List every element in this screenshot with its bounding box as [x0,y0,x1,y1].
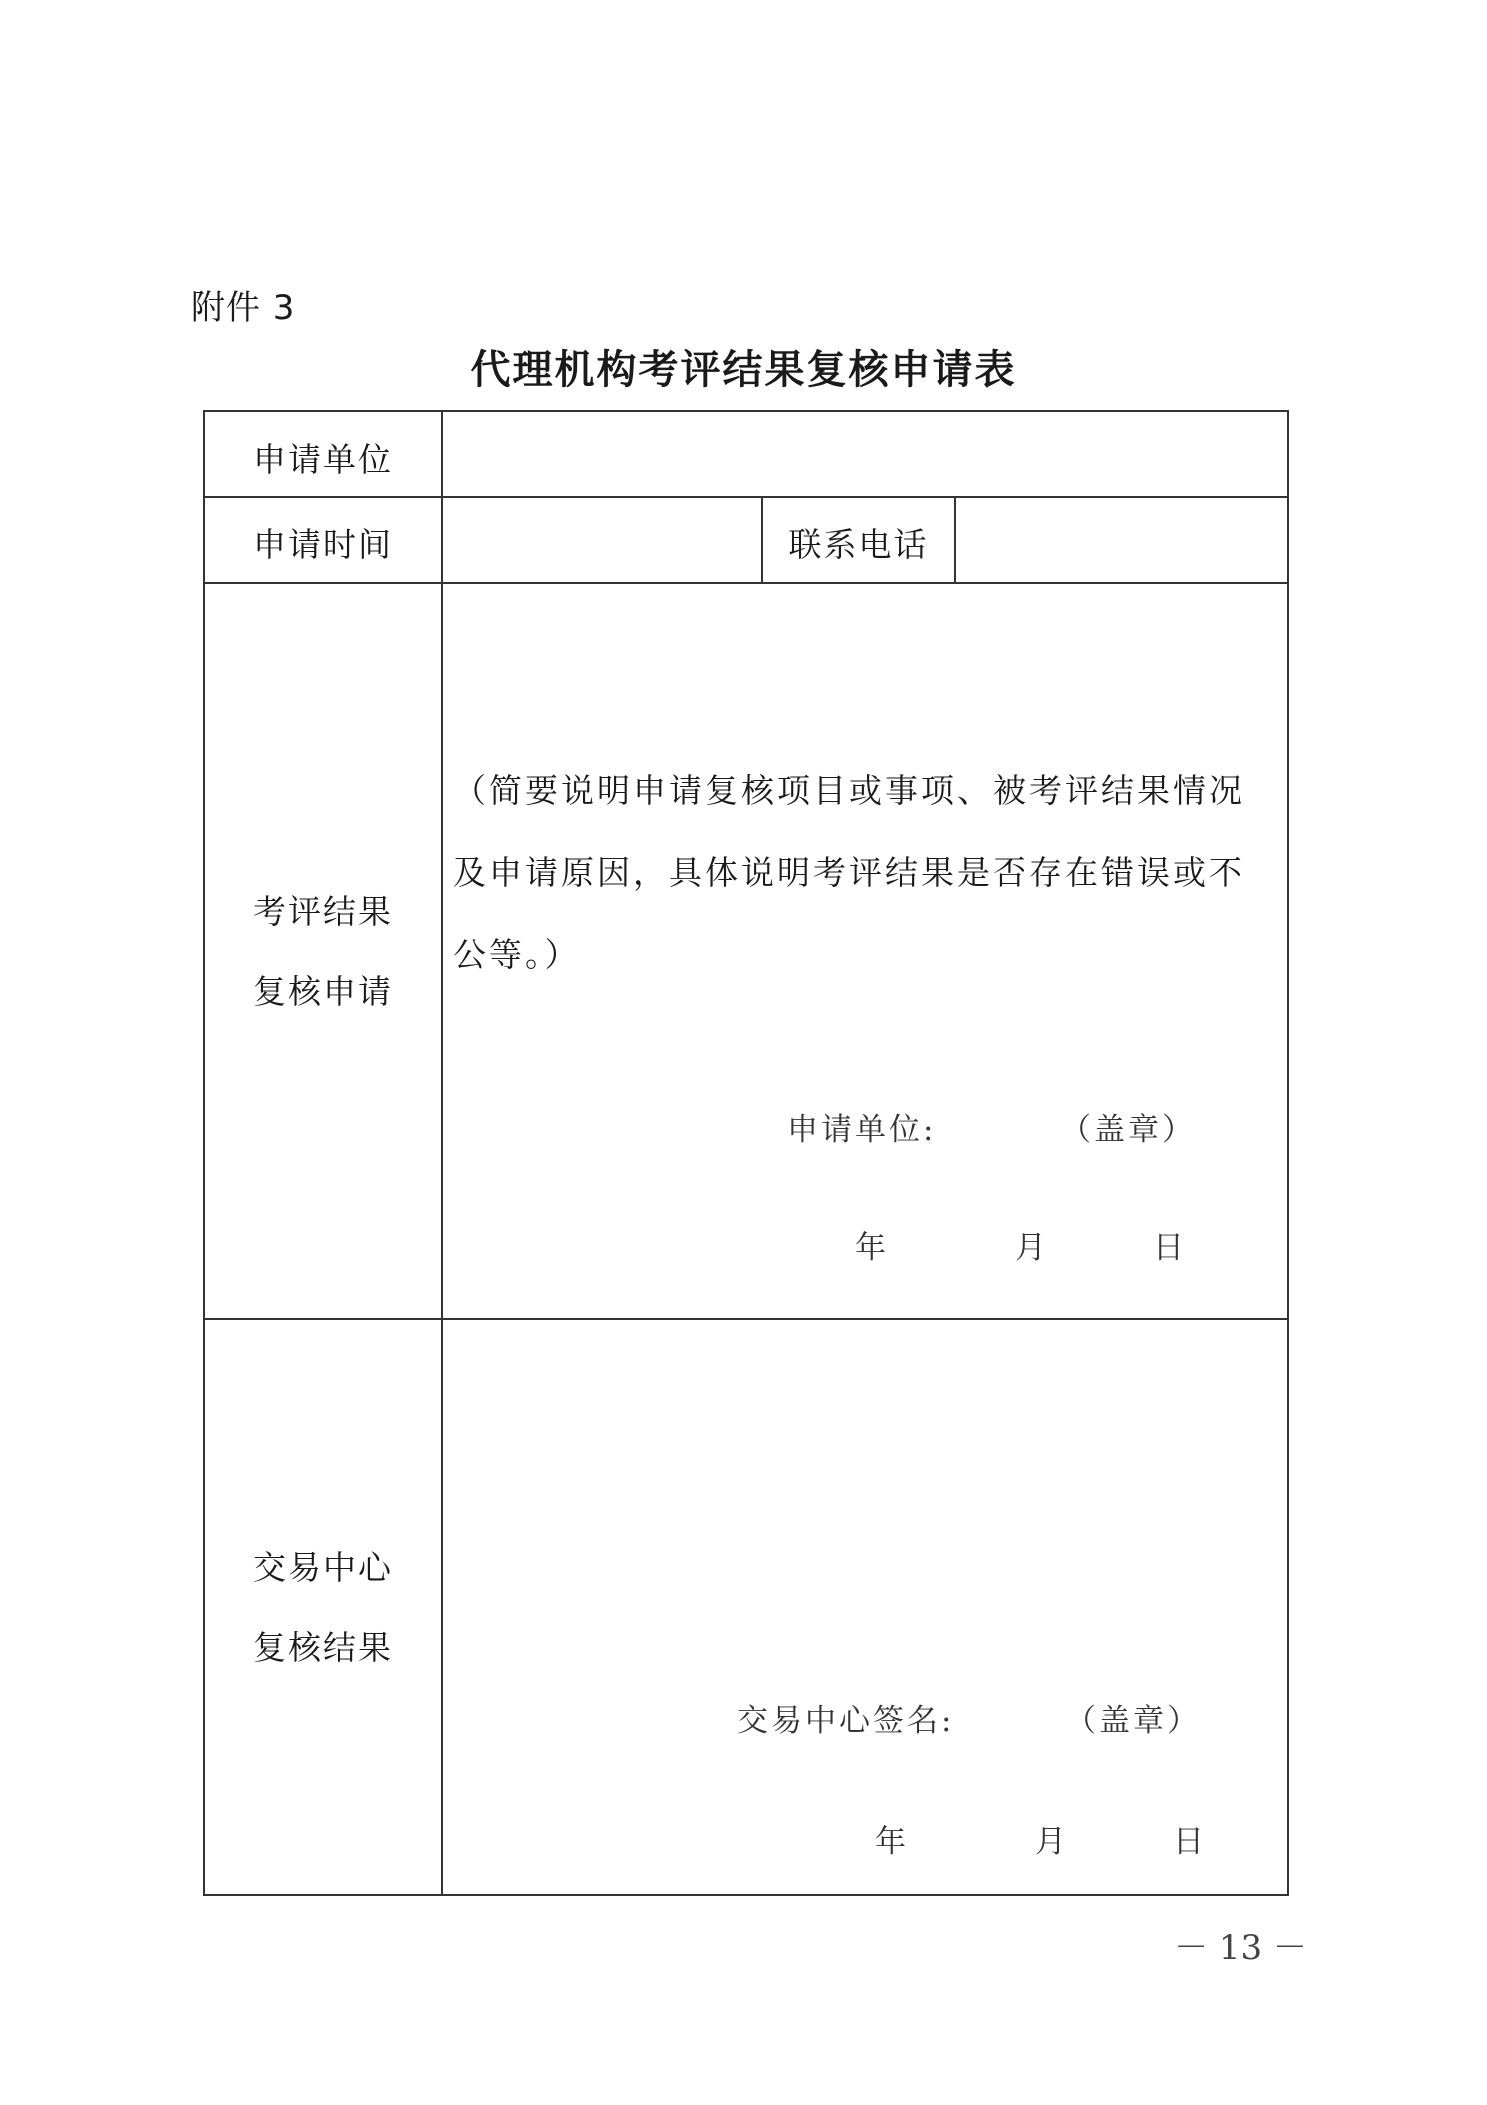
review-result-label-line1: 交易中心 [253,1548,393,1587]
applicant-month-label: 月 [1015,1230,1049,1266]
attachment-label: 附件 3 [191,288,296,328]
center-day-label: 日 [1173,1824,1207,1860]
center-signature-label: 交易中心签名: [737,1703,955,1739]
apply-time-field[interactable] [443,498,761,582]
applicant-unit-field[interactable] [443,412,1287,496]
applicant-year-label: 年 [855,1230,889,1266]
review-result-label [205,1528,441,1688]
applicant-signature-label: 申请单位: [787,1112,937,1148]
review-request-label [205,872,441,1032]
applicant-unit-label: 申请单位 [253,440,393,479]
review-result-label-line2: 复核结果 [253,1628,393,1667]
review-request-note: （简要说明申请复核项目或事项、被考评结果情况及申请原因，具体说明考评结果是否存在错误或不公等。） [453,771,1245,974]
applicant-stamp-label: （盖章） [1060,1112,1196,1148]
review-request-field[interactable] [443,584,1287,1318]
review-result-field[interactable] [443,1320,1287,1894]
center-year-label: 年 [875,1824,909,1860]
apply-time-label: 申请时间 [253,525,393,564]
contact-phone-label: 联系电话 [788,525,929,564]
center-month-label: 月 [1035,1824,1069,1860]
center-stamp-label: （盖章） [1065,1703,1201,1739]
page-number: － 13 － [1174,1928,1307,1968]
review-application-form [203,410,1289,1896]
applicant-day-label: 日 [1153,1230,1187,1266]
form-title: 代理机构考评结果复核申请表 [470,346,1017,393]
review-request-label-line1: 考评结果 [253,892,393,931]
review-request-label-line2: 复核申请 [253,972,393,1011]
contact-phone-field[interactable] [956,498,1287,582]
